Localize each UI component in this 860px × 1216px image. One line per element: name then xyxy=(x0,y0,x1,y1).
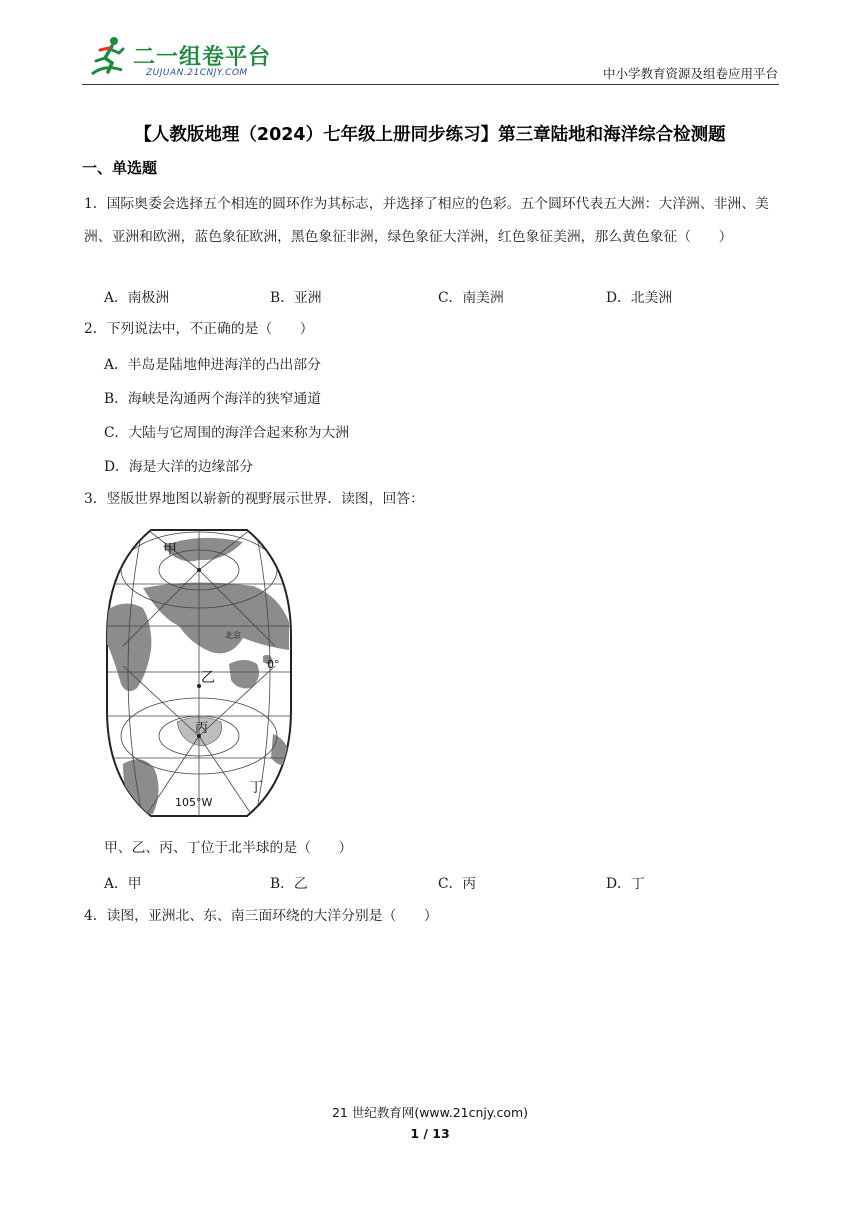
q1-option-b: B．亚洲 xyxy=(270,290,322,306)
page-number: 1 / 13 xyxy=(410,1126,450,1141)
map-label-jia: 甲 xyxy=(163,542,177,558)
q1-option-c: C．南美洲 xyxy=(438,290,504,306)
header-tagline: 中小学教育资源及组卷应用平台 xyxy=(602,66,778,81)
q2-option-c: C．大陆与它周围的海洋合起来称为大洲 xyxy=(104,425,350,441)
q2-option-d: D．海是大洋的边缘部分 xyxy=(104,459,254,475)
map-label-bing: 丙 xyxy=(195,721,209,736)
q3-option-d: D．丁 xyxy=(606,876,645,892)
map-label-beijing: 北京 xyxy=(225,631,241,640)
vertical-world-map xyxy=(103,526,295,820)
question-2-stem: 2．下列说法中，不正确的是（ ） xyxy=(84,321,314,337)
q3-option-a: A．甲 xyxy=(104,876,142,892)
question-1-stem: 1．国际奥委会选择五个相连的圆环作为其标志，并选择了相应的色彩。五个圆环代表五大洲：大洋洲、非洲、美洲、亚洲和欧洲，蓝色象征欧洲，黑色象征非洲，绿色象征大洋洲，红色象征美洲，那么黄色象征（ ） xyxy=(84,196,769,245)
logo-url: ZUJUAN.21CNJY.COM xyxy=(146,68,248,78)
question-3-stem: 3．竖版世界地图以崭新的视野展示世界．读图，回答： xyxy=(84,491,424,507)
footer-site: 21 世纪教育网(www.21cnjy.com) xyxy=(331,1105,529,1120)
page-title: 【人教版地理（2024）七年级上册同步练习】第三章陆地和海洋综合检测题 xyxy=(134,125,726,145)
q3-option-c: C．丙 xyxy=(438,876,477,892)
question-3-substem: 甲、乙、丙、丁位于北半球的是（ ） xyxy=(104,840,353,856)
question-4-stem: 4．读图，亚洲北、东、南三面环绕的大洋分别是（ ） xyxy=(84,908,438,924)
map-label-yi: 乙 xyxy=(201,670,215,686)
logo-name: 二一组卷平台 xyxy=(133,45,272,70)
header-divider xyxy=(82,84,779,85)
section-heading: 一、单选题 xyxy=(82,159,158,177)
map-label-longitude: 105°W xyxy=(175,796,213,809)
q1-option-d: D．北美洲 xyxy=(606,290,673,306)
map-label-equator: 0° xyxy=(267,658,280,671)
map-label-ding: 丁 xyxy=(249,780,263,796)
q1-option-a: A．南极洲 xyxy=(104,290,170,306)
q2-option-b: B．海峡是沟通两个海洋的狭窄通道 xyxy=(104,391,322,407)
logo-runner-icon xyxy=(88,34,128,78)
q2-option-a: A．半岛是陆地伸进海洋的凸出部分 xyxy=(104,357,321,373)
q3-option-b: B．乙 xyxy=(270,876,308,892)
